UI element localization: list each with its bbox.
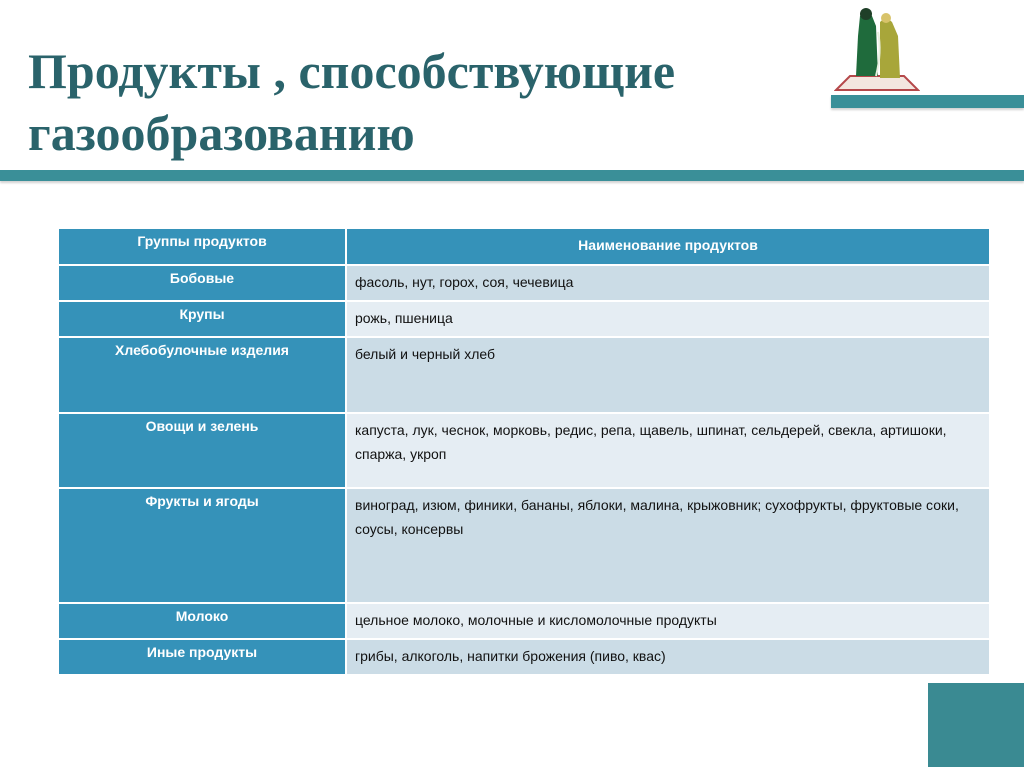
title-line-1: Продукты , способствующие xyxy=(28,43,676,99)
logo-accent-bar xyxy=(831,95,1024,108)
products-cell: грибы, алкоголь, напитки брожения (пиво, квас) xyxy=(347,640,989,674)
title-line-2: газообразованию xyxy=(28,105,415,161)
products-table xyxy=(59,229,989,676)
header-groups: Группы продуктов xyxy=(59,229,345,264)
products-cell: капуста, лук, чеснок, морковь, редис, репа, щавель, шпинат, сельдерей, свекла, артишоки, спаржа, укроп xyxy=(347,414,989,487)
products-cell: рожь, пшеница xyxy=(347,302,989,336)
group-cell: Хлебобулочные изделия xyxy=(59,338,345,412)
title-underline-bar xyxy=(0,170,1024,181)
group-cell: Бобовые xyxy=(59,266,345,300)
products-cell: фасоль, нут, горох, соя, чечевица xyxy=(347,266,989,300)
table-row xyxy=(59,640,989,674)
group-cell: Крупы xyxy=(59,302,345,336)
group-cell: Иные продукты xyxy=(59,640,345,674)
products-cell: белый и черный хлеб xyxy=(347,338,989,412)
table-row xyxy=(59,302,989,336)
university-logo-icon xyxy=(834,2,920,94)
table-row xyxy=(59,489,989,602)
products-cell: виноград, изюм, финики, бананы, яблоки, малина, крыжовник; сухофрукты, фруктовые соки, соусы, консервы xyxy=(347,489,989,602)
group-cell: Молоко xyxy=(59,604,345,638)
table-row xyxy=(59,414,989,487)
table-row xyxy=(59,338,989,412)
table-row xyxy=(59,604,989,638)
corner-accent-square xyxy=(928,683,1024,767)
slide-title xyxy=(28,40,808,164)
table-header-row xyxy=(59,229,989,264)
products-cell: цельное молоко, молочные и кисломолочные продукты xyxy=(347,604,989,638)
group-cell: Овощи и зелень xyxy=(59,414,345,487)
table-row xyxy=(59,266,989,300)
header-products: Наименование продуктов xyxy=(347,229,989,264)
group-cell: Фрукты и ягоды xyxy=(59,489,345,602)
